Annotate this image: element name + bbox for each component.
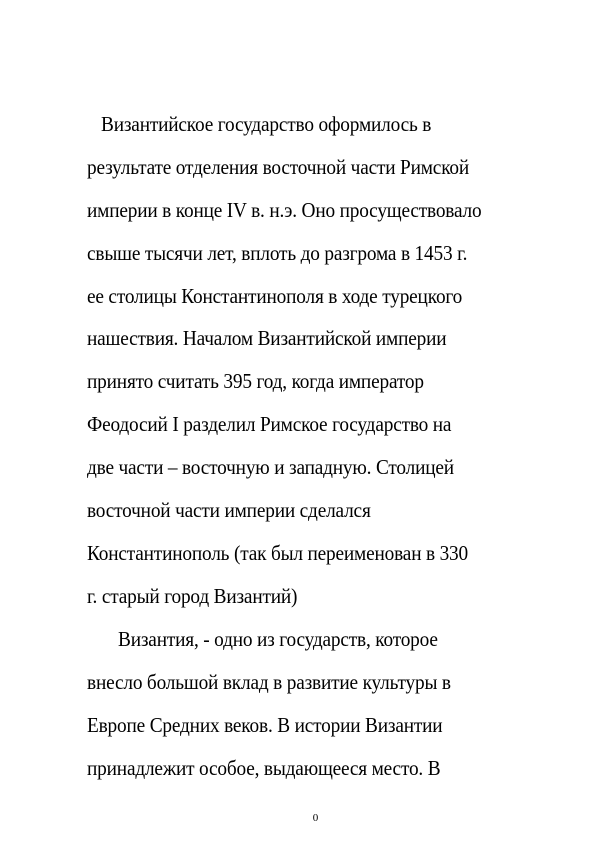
text-line: результате отделения восточной части Римской <box>87 155 470 179</box>
text-line: Византийское государство оформилось в <box>101 112 432 136</box>
page-number: 0 <box>312 812 319 824</box>
text-line: Европе Средних веков. В истории Византии <box>87 713 443 737</box>
text-line: империи в конце IV в. н.э. Оно просуществовало <box>87 198 482 222</box>
text-line: ее столицы Константинополя в ходе турецкого <box>87 284 463 308</box>
text-line: нашествия. Началом Византийской империи <box>87 326 447 350</box>
text-line: г. старый город Византий) <box>87 584 298 608</box>
text-line: две части – восточную и западную. Столицей <box>87 455 454 479</box>
text-line: восточной части империи сделался <box>87 498 371 522</box>
text-line: Византия, - одно из государств, которое <box>118 627 438 651</box>
text-line: свыше тысячи лет, вплоть до разгрома в 1453 г. <box>87 241 468 265</box>
text-line: Константинополь (так был переименован в 330 <box>87 541 469 565</box>
text-line: принято считать 395 год, когда император <box>87 369 424 393</box>
text-line: принадлежит особое, выдающееся место. В <box>87 756 441 780</box>
text-line: Феодосий I разделил Римское государство на <box>87 412 452 436</box>
text-line: внесло большой вклад в развитие культуры в <box>87 670 451 694</box>
